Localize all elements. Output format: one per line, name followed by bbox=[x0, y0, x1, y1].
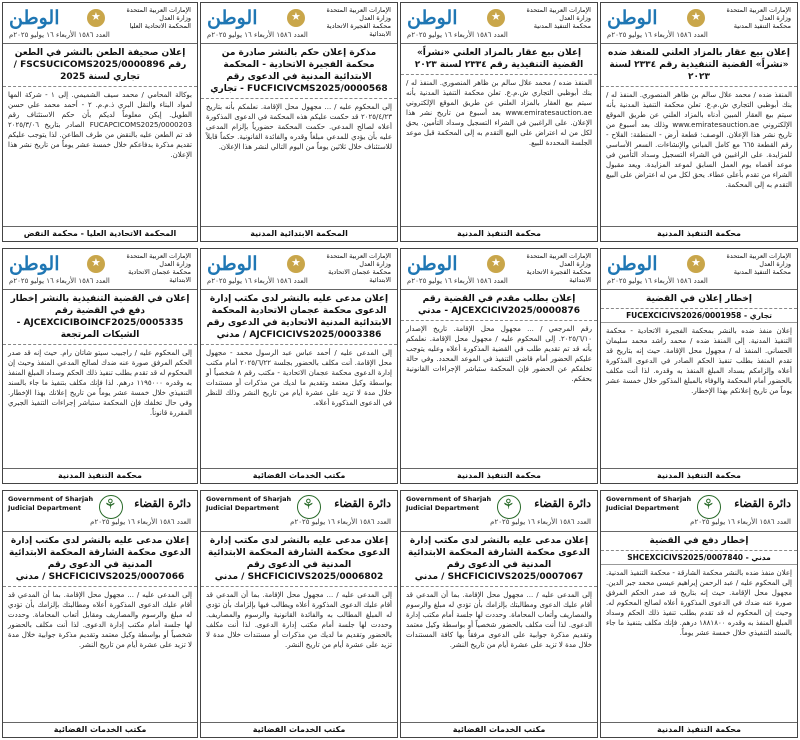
notice-4 bbox=[2, 2, 198, 242]
ministry-line: محكمة الفجيرة الاتحادية الابتدائية bbox=[326, 22, 391, 38]
notice-title: إخطار دفع في القضية bbox=[601, 532, 797, 551]
notice-body: إلى المدعى عليه / ... مجهول محل الإقامة. بما أن المدعي قد أقام عليك الدعوى المذكورة أعلاه ويطالب فيها بإلزامك بأن تؤدي له المبلغ المطالب به والفائدة القانونية والرسوم والمصاريف. وحددت لها جلسة أمام مكتب إدارة الدعوى. لذا أنت مكلف بالحضور وتقديم ما لديك من مذكرات أو مستندات خلال مدة لا تزيد على عشرة أيام من تاريخ النشر. bbox=[206, 591, 392, 649]
uae-emblem-icon bbox=[687, 255, 705, 273]
notice-7 bbox=[200, 248, 398, 484]
government-label bbox=[206, 495, 291, 513]
ministry-line: وزارة العدل bbox=[759, 14, 791, 22]
notice-body: إلى المدعى عليه / ... مجهول محل الإقامة. بما أن المدعي قد أقام عليك الدعوى المذكورة أعلاه ومطالبتك بإلزامك بأن تؤدي له مبلغ والرسوم والمصاريف ومقابل أتعاب المحاماة. وحددت لها جلسة أمام مكتب إدارة الدعوى. لذا أنت مكلف بالحضور شخصياً أو بواسطة وكيل معتمد وتقديم مذكرة جوابية خلال مدة لا تزيد على عشرة أيام من تاريخ النشر. bbox=[8, 591, 192, 649]
notice-12 bbox=[2, 490, 198, 738]
notice-title: إعلان بيع عقار بالمزاد العلني «نشراً» القضية التنفيذية رقم ٢٣٣٤ لسنة ٢٠٢٣ bbox=[401, 44, 597, 75]
notice-title: إعلان مدعى عليه بالنشر لدى مكتب إدارة الدعوى محكمة الشارقة المحكمة الابتدائية المدنية في الدعوى رقم SHCFICICIVS2025/0007066 / مدني bbox=[3, 532, 197, 587]
issue-line: العدد ١٥٨٦ الأربعاء ١٦ يوليو ٢٠٢٥م bbox=[607, 277, 708, 285]
uae-emblem-icon bbox=[287, 9, 305, 27]
notice-footer: محكمة التنفيذ المدنية bbox=[401, 226, 597, 241]
notice-body: المنفذ ضده / محمد علال سالم بن ظاهر المنصوري. المنفذ له / بنك أبوظبي التجاري ش.م.ع. تعلن محكمة التنفيذ المدنية بأنه سيتم بيع العقار بالمزاد العلني عن طريق الموقع الإلكتروني www.emiratesauction.ae بعد أسبوع من تاريخ نشر هذا الإعلان. على الراغبين في الشراء التسجيل وسداد التأمين. يحق لكل من له اعتراض على البيع التقدم به إلى المحكمة قبل موعد الجلسة المحددة للبيع. bbox=[406, 79, 592, 147]
ministry-block bbox=[309, 252, 391, 284]
government-label bbox=[406, 495, 491, 513]
notice-body: إلى المحكوم عليه / راجبيب سيتو شاتان رام. حيث إنه قد صدر الحكم المرفق صورة عنه ضدك لصالح المدعي المنفذ وحيث إن المحكوم له قد تقدم بطلب تنفيذ ذلك الحكم وسداد المبلغ المنفذ به وقدره ١١٩٥٠٠٠ درهم. لذا فإنك مكلف بتنفيذ ما جاء بالسند التنفيذي خلال خمسة عشر يوماً من تاريخ إعلانك بهذا الإخطار. وفي حال تخلفك فإن المحكمة ستباشر إجراءات التنفيذ الجبري المقررة قانوناً. bbox=[8, 349, 193, 417]
notice-footer: محكمة التنفيذ المدنية bbox=[3, 468, 197, 483]
ministry-line: محكمة عجمان الاتحادية الابتدائية bbox=[128, 268, 191, 284]
notice-footer: مكتب الخدمات القضائية bbox=[201, 468, 397, 483]
notice-header bbox=[3, 249, 197, 290]
notice-1 bbox=[600, 2, 798, 242]
notice-body: رقم المرجعي / ... مجهول محل الإقامة. تاريخ الإصدار ٢٠٢٥/٦/١٠. إلى المحكوم عليه / مجهول محل الإقامة. نعلمكم بأنه قد تم تقديم طلب في القضية المذكورة أعلاه وعليه يتوجب عليكم الحضور أمام قاضي التنفيذ في الموعد المحدد. وفي حالة تخلفكم عن الحضور فإن المحكمة ستباشر الإجراءات القانونية بحقكم. bbox=[406, 325, 592, 383]
government-line: Judicial Department bbox=[206, 504, 279, 512]
government-label bbox=[606, 495, 691, 513]
court-name: دائرة القضاء bbox=[134, 497, 191, 510]
sharjah-emblem-icon bbox=[697, 495, 721, 519]
notice-body: إعلان منفذ ضده بالنشر بمحكمة الفجيرة الاتحادية - محكمة التنفيذ المدنية. إلى المنفذ ضده / محمد راشد محمد سليمان الحساني. المنفذ له / مجهول محل الإقامة. حيث إنه بتاريخ قد تقدم المنفذ بطلب تنفيذ الحكم الصادر في الدعوى المذكورة أعلاه وإلزامكم بسداد المبلغ المنفذ به وقدره. لذا أنت مكلف بالحضور أمام المحكمة والوفاء بالمبلغ المذكور خلال خمسة عشر يوماً من تاريخ إعلانكم بهذا الإخطار. bbox=[606, 327, 792, 395]
issue-line: العدد ١٥٨٦ الأربعاء ١٦ يوليو ٢٠٢٥م bbox=[9, 277, 110, 285]
newspaper-logo: الوطن bbox=[9, 7, 60, 29]
notice-10 bbox=[400, 490, 598, 738]
court-name: دائرة القضاء bbox=[734, 497, 791, 510]
notice-footer: مكتب الخدمات القضائية bbox=[3, 722, 197, 737]
uae-emblem-icon bbox=[287, 255, 305, 273]
issue-line: العدد ١٥٨٦ الأربعاء ١٦ يوليو ٢٠٢٥م bbox=[690, 518, 791, 526]
ministry-line: وزارة العدل bbox=[559, 260, 591, 268]
notice-9 bbox=[600, 490, 798, 738]
government-line: Government of Sharjah bbox=[206, 495, 292, 503]
notice-footer: محكمة التنفيذ المدنية bbox=[601, 468, 797, 483]
issue-line: العدد ١٥٨٦ الأربعاء ١٦ يوليو ٢٠٢٥م bbox=[207, 277, 308, 285]
issue-line: العدد ١٥٨٦ الأربعاء ١٦ يوليو ٢٠٢٥م bbox=[607, 31, 708, 39]
notice-5 bbox=[600, 248, 798, 484]
notice-footer: محكمة التنفيذ المدنية bbox=[601, 226, 797, 241]
notice-footer: مكتب الخدمات القضائية bbox=[401, 722, 597, 737]
notice-header bbox=[601, 491, 797, 532]
uae-emblem-icon bbox=[487, 9, 505, 27]
notice-title: إعلان بيع عقار بالمزاد العلني للمنفذ ضده «نشراً» القضية التنفيذية رقم ٢٣٣٤ لسنة ٢٠٢٣ bbox=[601, 44, 797, 87]
ministry-line: المحكمة الاتحادية العليا bbox=[129, 22, 191, 30]
notice-8 bbox=[2, 248, 198, 484]
ministry-block bbox=[509, 252, 591, 284]
sharjah-emblem-icon bbox=[99, 495, 123, 519]
ministry-block bbox=[509, 6, 591, 30]
issue-line: العدد ١٥٨٦ الأربعاء ١٦ يوليو ٢٠٢٥م bbox=[290, 518, 391, 526]
case-reference: FUCEXCICIVS2026/0001958 - تجاري bbox=[601, 309, 797, 323]
notice-body: المنفذ ضده / محمد علال سالم بن ظاهر المنصوري. المنفذ له / بنك أبوظبي التجاري ش.م.ع. تعلن محكمة التنفيذ المدنية بأنه سيتم بيع العقار المبين أدناه بالمزاد العلني عن طريق الموقع الإلكتروني www.emiratesauction.ae وذلك بعد أسبوع من تاريخ نشر هذا الإعلان. الوصف: قطعة أرض - المنطقة: الفلاح - رقم القطعة ٦٦٥ مع كامل المباني والإنشاءات. السعر الأساسي للمزايدة. على الراغبين في الشراء التسجيل وسداد التأمين في موعد أقصاه يوم العمل السابق لموعد المزايدة. ويعد مقبول الشراء من تقدم بأعلى عطاء. يحق لكل من له اعتراض على البيع التقدم به إلى المحكمة. bbox=[606, 91, 792, 189]
ministry-line: الإمارات العربية المتحدة bbox=[526, 6, 591, 14]
case-reference: SHCEXCICIVS2025/0007840 - مدني bbox=[601, 551, 797, 565]
newspaper-logo: الوطن bbox=[607, 7, 658, 29]
ministry-line: وزارة العدل bbox=[359, 260, 391, 268]
notice-footer: محكمة التنفيذ المدنية bbox=[601, 722, 797, 737]
ministry-line: الإمارات العربية المتحدة bbox=[726, 252, 791, 260]
uae-emblem-icon bbox=[687, 9, 705, 27]
uae-emblem-icon bbox=[87, 255, 105, 273]
notice-header bbox=[401, 249, 597, 290]
notice-body: إعلان منفذ ضده بالنشر محكمة الشارقة - محكمة التنفيذ المدنية. إلى المحكوم عليه / عبد الرحمن إبراهيم عيسى محمد جبر الدين. مجهول محل الإقامة. حيث إنه بتاريخ قد صدر الحكم المرفق صورة عنه ضدك في الدعوى المذكورة أعلاه لصالح المحكوم له. وحيث إن المحكوم له قد تقدم بطلب تنفيذ ذلك الحكم وسداد المبلغ المنفذ به وقدره ١٨٨١٨٠٠ درهم. فإنك مكلف بتنفيذ ما جاء بالسند التنفيذي خلال خمسة عشر يوماً. bbox=[606, 569, 792, 637]
notice-title: إعلان مدعى عليه بالنشر لدى مكتب إدارة الدعوى محكمة الشارقة المحكمة الابتدائية المدنية في الدعوى رقم SHCFICICIVS2025/0006802 / مدني bbox=[201, 532, 397, 587]
notice-11 bbox=[200, 490, 398, 738]
ministry-line: وزارة العدل bbox=[159, 260, 191, 268]
notice-header bbox=[3, 491, 197, 532]
government-line: Judicial Department bbox=[406, 504, 479, 512]
notice-title: مذكرة إعلان حكم بالنشر صادرة من محكمة الفجيرة الاتحادية - المحكمة الابتدائية المدنية في الدعوى رقم FUCFICIVCMS2025/0000568 - تجاري bbox=[201, 44, 397, 99]
ministry-block bbox=[309, 6, 391, 38]
ministry-line: محكمة التنفيذ المدنية bbox=[733, 22, 791, 30]
notice-footer: محكمة التنفيذ المدنية bbox=[401, 468, 597, 483]
sharjah-emblem-icon bbox=[297, 495, 321, 519]
ministry-block bbox=[109, 6, 191, 30]
ministry-line: الإمارات العربية المتحدة bbox=[326, 252, 391, 260]
newspaper-logo: الوطن bbox=[9, 253, 60, 275]
government-line: Judicial Department bbox=[8, 504, 81, 512]
ministry-line: وزارة العدل bbox=[559, 14, 591, 22]
notice-footer: المحكمة الابتدائية المدنية bbox=[201, 226, 397, 241]
notice-body: بوكالة المحامي / محمد سيف الشميمي. إلى ١ - شركة المها لمواد البناء والنقل البري ذ.م.م. ٢ - أحمد محمد علي حسن الطويل. إيكن معلوماً لديكم بأن حكم الاستئناف رقم FUCAPCICOMS2025/0000203 الصادر بتاريخ ٢٠٢٥/٣/٠٦ قد تم الطعن عليه بالنقض من طرف الطاعن. لذا يتوجب عليكم تقديم مذكرة بدفاعكم خلال خمسة عشر يوماً من تاريخ نشر هذا الإعلان. bbox=[8, 91, 192, 159]
issue-line: العدد ١٥٨٦ الأربعاء ١٦ يوليو ٢٠٢٥م bbox=[9, 31, 110, 39]
notice-header bbox=[401, 491, 597, 532]
government-line: Judicial Department bbox=[606, 504, 679, 512]
uae-emblem-icon bbox=[487, 255, 505, 273]
issue-line: العدد ١٥٨٦ الأربعاء ١٦ يوليو ٢٠٢٥م bbox=[207, 31, 308, 39]
newspaper-logo: الوطن bbox=[207, 7, 258, 29]
notice-footer: المحكمة الاتحادية العليا - محكمة النقض bbox=[3, 226, 197, 241]
notice-6 bbox=[400, 248, 598, 484]
issue-line: العدد ١٥٨٦ الأربعاء ١٦ يوليو ٢٠٢٥م bbox=[407, 277, 508, 285]
issue-line: العدد ١٥٨٦ الأربعاء ١٦ يوليو ٢٠٢٥م bbox=[407, 31, 508, 39]
notice-title: إعلان مدعى عليه بالنشر لدى مكتب إدارة الدعوى محكمة عجمان الاتحادية المحكمة الابتدائية المدنية الاتحادية في الدعوى رقم AJCFICICIVS2025/0003386 / مدني bbox=[201, 290, 397, 345]
notice-body: إلى المدعى عليه / أحمد عباس عبد الرسول محمد - مجهول محل الإقامة. أنت مكلف بالحضور بجلسة ٢٠٢٥/٦/٢٢ أمام مكتب إدارة الدعوى محكمة عجمان الاتحادية - مكتب رقم ٨ شخصياً أو بواسطة وكيل معتمد وتقديم ما لديك من مذكرات أو مستندات خلال مدة لا تزيد على عشرة أيام من تاريخ النشر وذلك للنظر في الدعوى المذكورة أعلاه. bbox=[206, 349, 392, 407]
notice-header bbox=[201, 3, 397, 44]
notice-footer: مكتب الخدمات القضائية bbox=[201, 722, 397, 737]
ministry-line: محكمة التنفيذ المدنية bbox=[733, 268, 791, 276]
ministry-line: وزارة العدل bbox=[359, 14, 391, 22]
notice-2 bbox=[400, 2, 598, 242]
court-name: دائرة القضاء bbox=[534, 497, 591, 510]
uae-emblem-icon bbox=[87, 9, 105, 27]
notice-title: إعلان في القضية التنفيذية بالنشر إخطار دفع في القضية رقم AJCEXCICIBOINCF2025/0005335 - الشيكات المرتجعة bbox=[3, 290, 197, 345]
notice-header bbox=[3, 3, 197, 44]
notice-body: إلى المدعى عليه / ... مجهول محل الإقامة. بما أن المدعي قد أقام عليك الدعوى ومطالبتك بإلزامك بأن تؤدي له مبلغ والرسوم والمصاريف وأتعاب المحاماة. وحددت لها جلسة أمام مكتب إدارة الدعوى. لذا أنت مكلف بالحضور شخصياً أو بواسطة وكيل معتمد وتقديم مذكرة جوابية على الدعوى مرفقاً بها كافة المستندات خلال مدة لا تزيد على عشرة أيام من تاريخ النشر. bbox=[406, 591, 592, 649]
newspaper-logo: الوطن bbox=[207, 253, 258, 275]
sharjah-emblem-icon bbox=[497, 495, 521, 519]
ministry-line: الإمارات العربية المتحدة bbox=[726, 6, 791, 14]
ministry-block bbox=[109, 252, 191, 284]
issue-line: العدد ١٥٨٦ الأربعاء ١٦ يوليو ٢٠٢٥م bbox=[490, 518, 591, 526]
ministry-line: محكمة عجمان الاتحادية الابتدائية bbox=[328, 268, 391, 284]
ministry-block bbox=[709, 252, 791, 276]
notice-body: إلى المحكوم عليه / ... مجهول محل الإقامة. نعلمكم بأنه بتاريخ ٢٠٢٥/٤/٢٣ قد حكمت عليكم هذه المحكمة في الدعوى المذكورة أعلاه لصالح المدعي. حكمت المحكمة حضورياً بإلزام المدعى عليه بأن يؤدي للمدعي مبلغاً وقدره والفائدة القانونية. حكماً قابلاً للاستئناف خلال ثلاثين يوماً من اليوم التالي لنشر هذا الإعلان. bbox=[206, 103, 392, 151]
ministry-line: الإمارات العربية المتحدة bbox=[126, 252, 191, 260]
ministry-block bbox=[709, 6, 791, 30]
notice-title: إعلان بطلب مقدم في القضية رقم AJCEXCICIV2025/0000876 - مدني bbox=[401, 290, 597, 321]
notice-3 bbox=[200, 2, 398, 242]
notice-title: إعلان مدعى عليه بالنشر لدى مكتب إدارة الدعوى محكمة الشارقة المحكمة الابتدائية المدنية في الدعوى رقم SHCFICICIVS2025/0007067 / مدني bbox=[401, 532, 597, 587]
notice-header bbox=[201, 491, 397, 532]
ministry-line: محكمة الفجيرة الاتحادية الابتدائية bbox=[526, 268, 591, 284]
ministry-line: وزارة العدل bbox=[159, 14, 191, 22]
ministry-line: الإمارات العربية المتحدة bbox=[326, 6, 391, 14]
ministry-line: الإمارات العربية المتحدة bbox=[126, 6, 191, 14]
ministry-line: الإمارات العربية المتحدة bbox=[526, 252, 591, 260]
notice-title: إخطار إعلان في القضية bbox=[601, 290, 797, 309]
ministry-line: محكمة التنفيذ المدنية bbox=[533, 22, 591, 30]
notice-header bbox=[201, 249, 397, 290]
government-line: Government of Sharjah bbox=[8, 495, 94, 503]
ministry-line: وزارة العدل bbox=[759, 260, 791, 268]
government-line: Government of Sharjah bbox=[606, 495, 692, 503]
newspaper-logo: الوطن bbox=[407, 7, 458, 29]
notice-header bbox=[601, 249, 797, 290]
newspaper-logo: الوطن bbox=[607, 253, 658, 275]
government-label bbox=[8, 495, 93, 513]
issue-line: العدد ١٥٨٦ الأربعاء ١٦ يوليو ٢٠٢٥م bbox=[90, 518, 191, 526]
notice-header bbox=[401, 3, 597, 44]
notice-title: إعلان صحيفة الطعن بالنشر في الطعن رقم FSCSUCICOMS2025/0000896 / تجاري لسنة 2025 bbox=[3, 44, 197, 87]
newspaper-logo: الوطن bbox=[407, 253, 458, 275]
court-name: دائرة القضاء bbox=[334, 497, 391, 510]
government-line: Government of Sharjah bbox=[406, 495, 492, 503]
notice-header bbox=[601, 3, 797, 44]
